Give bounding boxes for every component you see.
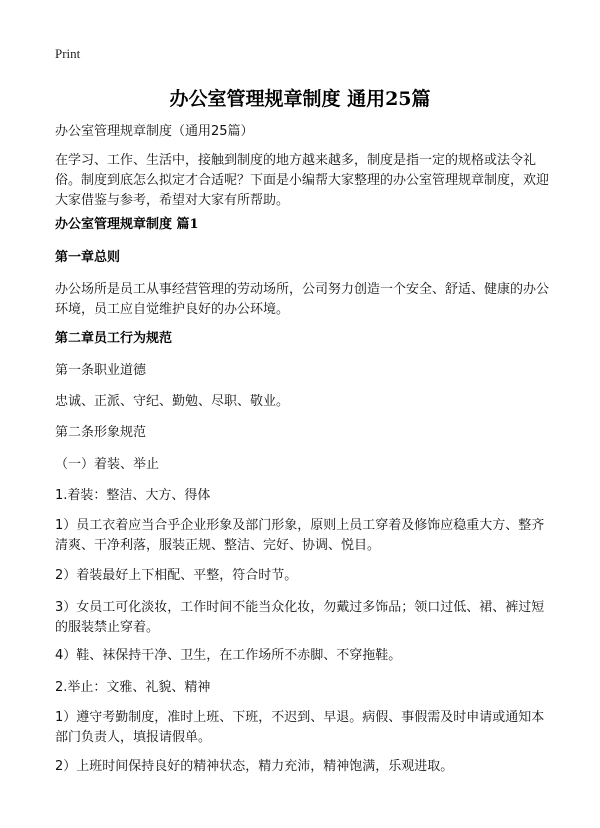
item2-1-paragraph: 1）遵守考勤制度，准时上班、下班，不迟到、早退。病假、事假需及时申请或通知本部门负责人，填报请假单。 [55, 710, 545, 745]
chapter1-heading: 第一章总则 [55, 250, 121, 265]
article1-title: 第一条职业道德 [55, 363, 147, 378]
item1-2-paragraph: 2）着装最好上下相配、平整，符合时节。 [55, 568, 298, 583]
chapter1-paragraph: 办公场所是员工从事经营管理的劳动场所，公司努力创造一个安全、舒适、健康的办公环境，员工应自觉维护良好的办公环境。 [55, 282, 550, 317]
intro-paragraph: 在学习、工作、生活中，接触到制度的地方越来越多，制度是指一定的规格或法令礼俗。制度到底怎么拟定才合适呢？下面是小编帮大家整理的办公室管理规章制度，欢迎大家借鉴与参考，希望对大家有所帮助。 [55, 153, 550, 208]
chapter2-heading: 第二章员工行为规范 [55, 331, 173, 346]
sub1-title: （一）着装、举止 [55, 457, 160, 472]
article1-text: 忠诚、正派、守纪、勤勉、尽职、敬业。 [55, 394, 290, 409]
print-label: Print [55, 46, 81, 61]
item1-1-paragraph: 1）员工衣着应当合乎企业形象及部门形象，原则上员工穿着及修饰应稳重大方、整齐清爽、干净利落，服装正规、整洁、完好、协调、悦目。 [55, 518, 545, 553]
section-heading: 办公室管理规章制度 篇1 [55, 217, 199, 232]
article2-title: 第二条形象规范 [55, 425, 147, 440]
item1-3-paragraph: 3）女员工可化淡妆，工作时间不能当众化妆，勿戴过多饰品；领口过低、裙、裤过短的服装禁止穿着。 [55, 600, 545, 635]
item2-2-paragraph: 2）上班时间保持良好的精神状态，精力充沛，精神饱满，乐观进取。 [55, 759, 454, 774]
document-title: 办公室管理规章制度 通用25篇 [169, 88, 431, 110]
subtitle: 办公室管理规章制度（通用25篇） [55, 124, 254, 139]
item2-title: 2.举止：文雅、礼貌、精神 [55, 680, 211, 695]
item1-4-paragraph: 4）鞋、袜保持干净、卫生，在工作场所不赤脚、不穿拖鞋。 [55, 648, 402, 663]
item1-title: 1.着装：整洁、大方、得体 [55, 488, 211, 503]
